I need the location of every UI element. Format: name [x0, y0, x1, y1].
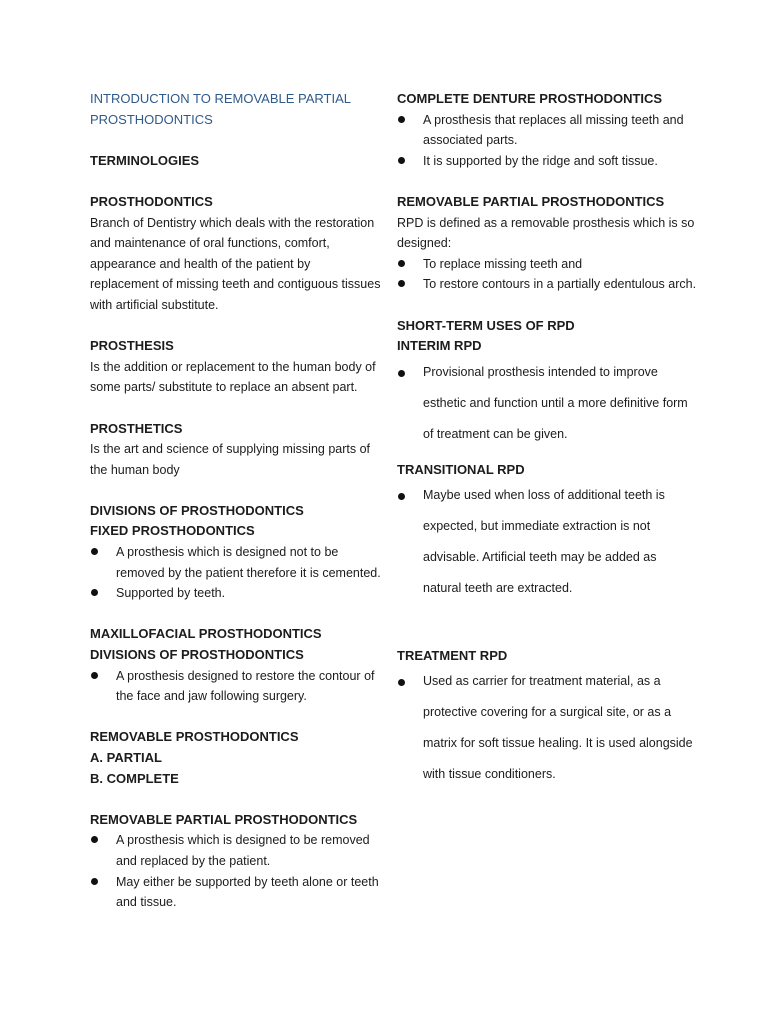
- maxillofacial-heading: MAXILLOFACIAL PROSTHODONTICS: [90, 626, 322, 642]
- transitional-rpd-list: [397, 480, 697, 604]
- list-item: May either be supported by teeth alone or teeth and tissue.: [90, 872, 382, 913]
- removable-complete-line: B. COMPLETE: [90, 770, 179, 786]
- list-item: Provisional prosthesis intended to improve esthetic and function until a more definitive form of treatment can be given.: [397, 357, 697, 450]
- bullet-icon: [398, 280, 405, 287]
- interim-rpd-heading: INTERIM RPD: [397, 338, 482, 354]
- document-title: INTRODUCTION TO REMOVABLE PARTIAL PROSTHODONTICS: [90, 91, 351, 127]
- maxillofacial-list: [90, 666, 382, 707]
- bullet-icon: [398, 116, 405, 123]
- list-item: To restore contours in a partially edentulous arch.: [397, 274, 697, 295]
- bullet-icon: [398, 493, 405, 500]
- list-item: To replace missing teeth and: [397, 254, 697, 275]
- rpp-list-left: [90, 830, 382, 912]
- prosthetics-definition: Is the art and science of supplying missing parts of the human body: [90, 442, 371, 477]
- treatment-rpd-list: [397, 666, 697, 790]
- right-column: [397, 89, 697, 790]
- list-item: Used as carrier for treatment material, as a protective covering for a surgical site, or as a matrix for soft tissue healing. It is used alongside with tissue conditioners.: [397, 666, 697, 790]
- prosthodontics-definition: Branch of Dentistry which deals with the restoration and maintenance of oral functions, comfort, appearance and health of the patient by replacement of missing teeth and contiguous tissues with artificial substitute.: [90, 215, 381, 312]
- terminologies-heading: TERMINOLOGIES: [90, 152, 200, 168]
- bullet-icon: [398, 370, 405, 377]
- bullet-icon: [91, 878, 98, 885]
- bullet-icon: [398, 679, 405, 686]
- interim-rpd-list: [397, 357, 697, 450]
- bullet-icon: [91, 672, 98, 679]
- bullet-icon: [398, 157, 405, 164]
- prosthodontics-heading: PROSTHODONTICS: [90, 193, 213, 209]
- removable-partial-line: A. PARTIAL: [90, 750, 162, 765]
- transitional-rpd-heading: TRANSITIONAL RPD: [397, 461, 525, 477]
- divisions-heading: DIVISIONS OF PROSTHODONTICS: [90, 502, 304, 518]
- rpp-heading-right: REMOVABLE PARTIAL PROSTHODONTICS: [397, 193, 665, 209]
- bullet-icon: [91, 836, 98, 843]
- list-item: A prosthesis that replaces all missing teeth and associated parts.: [397, 110, 697, 151]
- rpd-purpose-list: [397, 254, 697, 295]
- list-item: A prosthesis designed to restore the contour of the face and jaw following surgery.: [90, 666, 382, 707]
- bullet-icon: [91, 589, 98, 596]
- fixed-prosthodontics-list: [90, 542, 382, 604]
- rpp-heading-left: REMOVABLE PARTIAL PROSTHODONTICS: [90, 811, 358, 827]
- bullet-icon: [398, 260, 405, 267]
- short-term-heading: SHORT-TERM USES OF RPD: [397, 317, 575, 333]
- list-item: Maybe used when loss of additional teeth is expected, but immediate extraction is not advisable. Artificial teeth may be added as natural teeth are extracted.: [397, 480, 697, 604]
- maxillofacial-subheading: DIVISIONS OF PROSTHODONTICS: [90, 647, 304, 663]
- list-item: Supported by teeth.: [90, 583, 382, 604]
- removable-prosthodontics-heading: REMOVABLE PROSTHODONTICS: [90, 729, 299, 745]
- complete-denture-heading: COMPLETE DENTURE PROSTHODONTICS: [397, 91, 663, 106]
- prosthetics-heading: PROSTHETICS: [90, 420, 183, 436]
- list-item: It is supported by the ridge and soft tissue.: [397, 151, 697, 172]
- rpd-definition: RPD is defined as a removable prosthesis which is so designed:: [397, 215, 695, 251]
- list-item: A prosthesis which is designed not to be removed by the patient therefore it is cemented.: [90, 542, 382, 583]
- bullet-icon: [91, 548, 98, 555]
- complete-denture-list: [397, 110, 697, 172]
- prosthesis-heading: PROSTHESIS: [90, 338, 174, 354]
- left-column: [90, 89, 382, 913]
- list-item: A prosthesis which is designed to be removed and replaced by the patient.: [90, 830, 382, 871]
- fixed-prosthodontics-heading: FIXED PROSTHODONTICS: [90, 523, 255, 539]
- treatment-rpd-heading: TREATMENT RPD: [397, 647, 508, 663]
- prosthesis-definition: Is the addition or replacement to the human body of some parts/ substitute to replace an absent part.: [90, 359, 376, 395]
